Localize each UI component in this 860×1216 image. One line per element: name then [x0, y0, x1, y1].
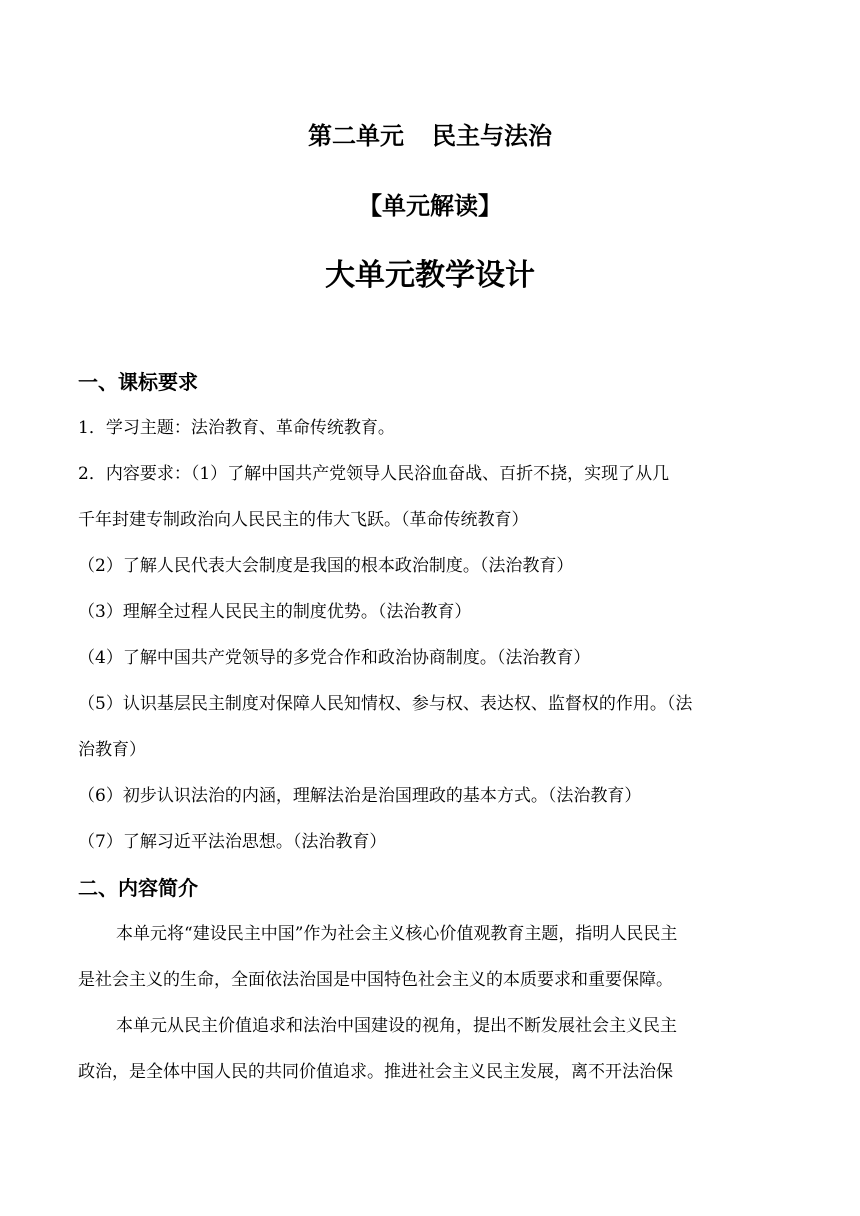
section-heading-curriculum: 一、课标要求	[78, 370, 198, 394]
curriculum-line: （2）了解人民代表大会制度是我国的根本政治制度。（法治教育）	[78, 556, 574, 576]
unit-label: 第二单元	[308, 122, 404, 150]
curriculum-line: 治教育）	[78, 740, 146, 760]
paragraph-line: 政治，是全体中国人民的共同价值追求。推进社会主义民主发展，离不开法治保	[78, 1062, 673, 1082]
content-paragraph	[78, 911, 784, 1003]
paragraph-line: 是社会主义的生命，全面依法治国是中国特色社会主义的本质要求和重要保障。	[78, 970, 673, 990]
unit-subtitle: 【单元解读】	[358, 192, 502, 220]
curriculum-line: （4）了解中国共产党领导的多党合作和政治协商制度。（法治教育）	[78, 648, 591, 668]
curriculum-line: （7）了解习近平法治思想。（法治教育）	[78, 832, 387, 852]
section-heading-content: 二、内容简介	[78, 876, 198, 900]
content-paragraph	[78, 1003, 784, 1095]
curriculum-line: （5）认识基层民主制度对保障人民知情权、参与权、表达权、监督权的作用。（法	[78, 694, 693, 714]
document-body	[78, 359, 784, 1095]
page-title: 大单元教学设计	[325, 258, 535, 293]
curriculum-line: 千年封建专制政治向人民民主的伟大飞跃。（革命传统教育）	[78, 510, 529, 530]
curriculum-line: 1．学习主题：法治教育、革命传统教育。	[78, 418, 395, 438]
curriculum-line: 2．内容要求：（1）了解中国共产党领导人民浴血奋战、百折不挠，实现了从几	[78, 464, 670, 484]
paragraph-line: 本单元从民主价值追求和法治中国建设的视角，提出不断发展社会主义民主	[116, 1016, 677, 1036]
paragraph-line: 本单元将“建设民主中国”作为社会主义核心价值观教育主题，指明人民民主	[116, 924, 678, 944]
curriculum-line: （6）初步认识法治的内涵，理解法治是治国理政的基本方式。（法治教育）	[78, 786, 642, 806]
unit-name: 民主与法治	[432, 122, 552, 150]
curriculum-line: （3）理解全过程人民民主的制度优势。（法治教育）	[78, 602, 472, 622]
unit-title	[0, 118, 860, 154]
